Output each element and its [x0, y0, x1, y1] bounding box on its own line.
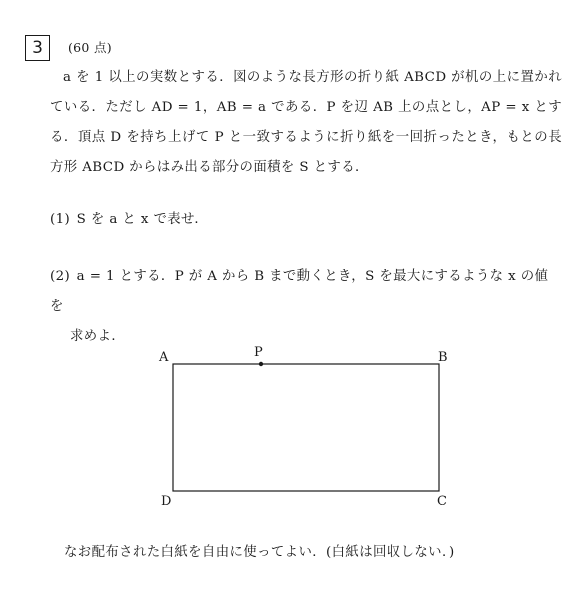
question-2-line-1: [50, 262, 562, 322]
question-2-text-1: a = 1 とする．P が A から B まで動くとき，S を最大にするような x の値を: [50, 269, 549, 314]
label-a: A: [159, 350, 169, 365]
point-p-dot: [259, 362, 263, 366]
problem-number-box: [25, 35, 50, 61]
rectangle-abcd: [173, 364, 439, 491]
problem-intro: a を 1 以上の実数とする．図のような長方形の折り紙 ABCD が机の上に置かれている．ただし AD = 1，AB = a である．P を辺 AB 上の点とし，AP = x とする．頂点 D を持ち上げて P と一致するように折り紙を一回折ったとき，もとの長方形 ABCD からはみ出る部分の面積を S とする．: [50, 70, 562, 175]
label-b: B: [438, 350, 448, 365]
label-d: D: [161, 494, 172, 509]
question-2-text-2: 求めよ．: [70, 329, 126, 344]
label-p: P: [254, 345, 263, 360]
points-label: (60 点): [68, 40, 112, 55]
rectangle-figure: [150, 340, 460, 520]
question-1-label: (1): [50, 212, 71, 227]
question-1-text: S を a と x で表せ．: [76, 212, 209, 227]
question-2-label: (2): [50, 269, 71, 284]
question-2: [50, 262, 562, 352]
label-c: C: [437, 494, 447, 509]
footer-note: なお配布された白紙を自由に使ってよい．(白紙は回収しない．): [64, 545, 455, 560]
question-1: [50, 208, 208, 227]
problem-number: 3: [32, 38, 43, 58]
